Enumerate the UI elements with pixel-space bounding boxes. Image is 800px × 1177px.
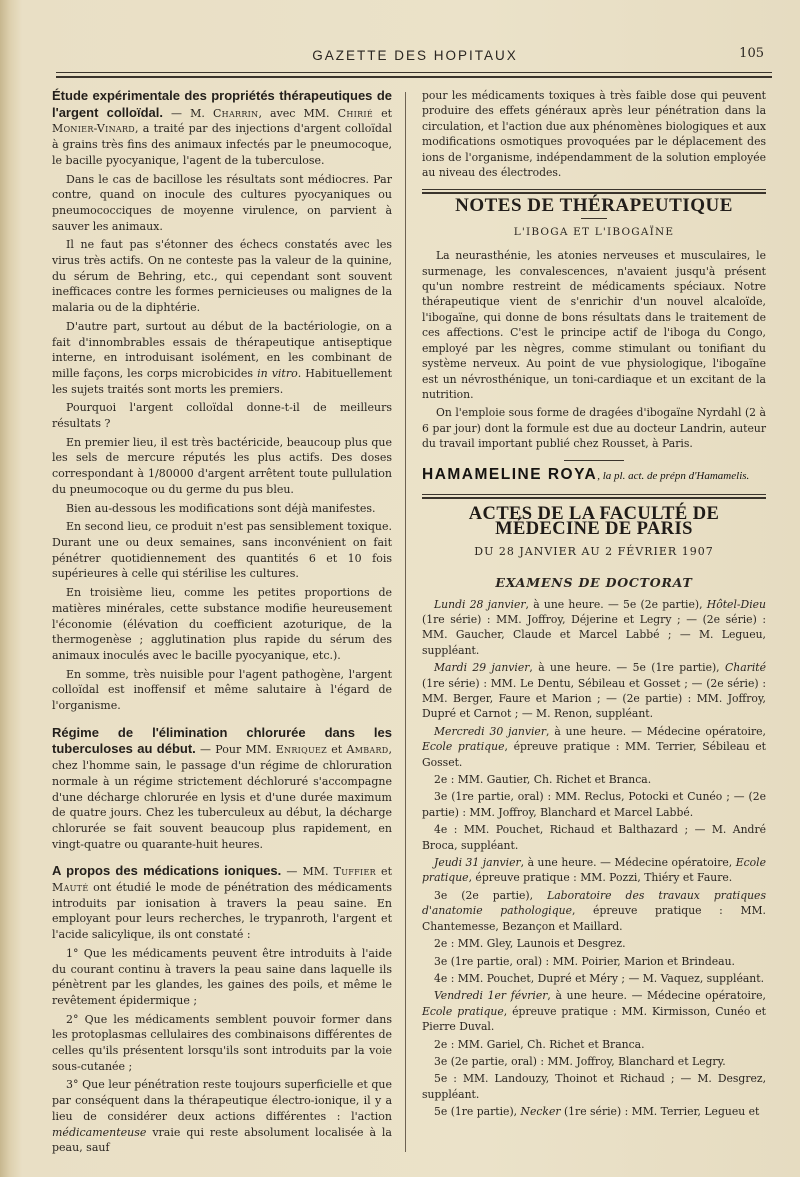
exam-entry: Lundi 28 janvier, à une heure. — 5e (2e partie), Hôtel-Dieu (1re série) : MM. Joffroy, Déjerine et Legry ; — (2e série) : MM. Gaucher, Claude et Marcel Labbé ; — M. Legueu, suppléant. bbox=[422, 597, 766, 657]
article-heading: Régime de l'élimination chlorurée dans les tuberculoses au début. bbox=[52, 724, 392, 757]
exam-line: 2e : MM. Gautier, Ch. Richet et Branca. bbox=[434, 773, 652, 787]
author-name: Chirié bbox=[337, 106, 374, 120]
paragraph: Il ne faut pas s'étonner des échecs constatés avec les virus très actifs. On ne conteste pas la valeur de la quinine, du sérum de Behring, etc., qui cependant sont souvent inefficaces contre les formes pernicieuses ou malignes de la malaria ou de la diphtérie. bbox=[52, 238, 392, 315]
title-rule bbox=[581, 218, 607, 219]
exam-line: 5e : MM. Landouzy, Thoinot et Richaud ; — M. Desgrez, suppléant. bbox=[422, 1072, 766, 1101]
exam-line: 3e (1re partie, oral) : MM. Reclus, Potocki et Cunéo ; — (2e partie) : MM. Joffroy, Blanchard et Marcel Labbé. bbox=[422, 790, 766, 819]
exam-line: 2e : MM. Gley, Launois et Desgrez. bbox=[434, 937, 626, 951]
paragraph: 3° Que leur pénétration reste toujours superficielle et que par conséquent dans la thérapeutique électro-ionique, il y a lieu de considérer deux actions différentes : l'action médicamenteuse vraie qui reste absolument localisée à la peau, sauf bbox=[52, 1078, 392, 1155]
section-rule bbox=[422, 494, 766, 495]
left-column bbox=[52, 88, 392, 1159]
author-name: Monier-Vinard bbox=[52, 122, 135, 136]
paragraph: 1° Que les médicaments peuvent être introduits à l'aide du courant continu à travers la peau saine dans laquelle ils pénètrent par les glandes, les gaines des poils, et même le revêtement épidermique ; bbox=[52, 946, 392, 1007]
ad-text: , la pl. act. de prépn d'Hamamelis. bbox=[597, 469, 750, 482]
running-title: GAZETTE DES HOPITAUX bbox=[312, 48, 518, 63]
article-heading: Étude expérimentale des propriétés thérapeutiques de l'argent colloïdal. bbox=[52, 88, 392, 120]
article-medications-ioniques: A propos des médications ioniques. — MM. Tuffier et Mauté ont étudié le mode de pénétration des médicaments introduits par ionisation à travers la peau saine. En employant pour leurs recherches, le trypanroth, l'argent et l'acide salicylique, ils ont constaté : bbox=[52, 863, 392, 942]
paragraph: Dans le cas de bacillose les résultats sont médiocres. Par contre, quand on inocule des cultures pyocyaniques ou pneumococciques de moyenne virulence, on parvient à sauver les animaux. bbox=[52, 172, 392, 233]
exam-entry: Jeudi 31 janvier, à une heure. — Médecine opératoire, Ecole pratique, épreuve pratique : MM. Pozzi, Thiéry et Faure. bbox=[422, 856, 766, 885]
notes-title: NOTES DE THÉRAPEUTIQUE bbox=[455, 195, 733, 217]
author-name: Mauté bbox=[52, 881, 89, 895]
page-header bbox=[60, 48, 770, 68]
paragraph: 2° Que les médicaments semblent pouvoir former dans les protoplasmas cellulaires des combinaisons différentes de celles qu'ils présentent lorsqu'ils sont introduits par la voie sous-cutanée ; bbox=[52, 1012, 392, 1073]
article-regime-chlorure: Régime de l'élimination chlorurée dans les tuberculoses au début. — Pour MM. Enriquez et Ambard, chez l'homme sain, le passage d'un régime de chloruration normale à un régime strictement déchloruré s'accompagne d'une décharge chlorurée en lysis et d'une durée maximum de quatre jours. Chez les tuberculeux au début, la décharge chlorurée se fait souvent beaucoup plus rapidement, en vingt-quatre ou quarante-huit heures. bbox=[52, 724, 392, 851]
paragraph: En second lieu, ce produit n'est pas sensiblement toxique. Durant une ou deux semaines, sans inconvénient on fait pénétrer quotidiennement des quantités 6 et 10 fois supérieures à celle qui stérilise les cultures. bbox=[52, 520, 392, 581]
exam-line: 5e (1re partie), Necker (1re série) : MM. Terrier, Legueu et bbox=[434, 1105, 760, 1119]
actes-title: ACTES DE LA FACULTÉ DE MÉDECINE DE PARIS bbox=[468, 503, 720, 540]
advertisement bbox=[422, 467, 766, 484]
exam-title: EXAMENS DE DOCTORAT bbox=[495, 575, 693, 591]
exam-line: 3e (1re partie, oral) : MM. Poirier, Marion et Brindeau. bbox=[434, 954, 735, 968]
author-name: Enriquez bbox=[275, 743, 328, 757]
right-column bbox=[422, 88, 766, 1122]
paragraph: On l'emploie sous forme de dragées d'ibogaïne Nyrdahl (2 à 6 par jour) dont la formule est due au docteur Landrin, auteur du travail important publié chez Rousset, à Paris. bbox=[422, 406, 766, 451]
article-argent-colloidal: Étude expérimentale des propriétés thérapeutiques de l'argent colloïdal. — M. Charrin, avec MM. Chirié et Monier-Vinard, a traité par des injections d'argent colloïdal à grains très fins des animaux infectés par le pneumocoque, le bacille pyocyanique, l'agent de la tuberculose. bbox=[52, 88, 393, 167]
exam-entry: Vendredi 1er février, à une heure. — Médecine opératoire, Ecole pratique, épreuve pratique : MM. Kirmisson, Cunéo et Pierre Duval. bbox=[422, 989, 766, 1034]
header-rule bbox=[56, 72, 772, 73]
exam-line: 4e : MM. Pouchet, Dupré et Méry ; — M. Vaquez, suppléant. bbox=[434, 971, 765, 985]
exam-entry: Mardi 29 janvier, à une heure. — 5e (1re partie), Charité (1re série) : MM. Le Dentu, Sébileau et Gosset ; — (2e série) : MM. Berger, Faure et Marion ; — (2e partie) : MM. Joffroy, Dupré et Carnot ; — M. Renon, suppléant. bbox=[422, 661, 766, 721]
paragraph: En troisième lieu, comme les petites proportions de matières minérales, cette substance modifie heureusement l'économie (élévation du coefficient azoturique, de la thermogenèse ; agglutination plus rapide du sérum des animaux inoculés avec le bacille pyocyanique, etc.). bbox=[52, 586, 392, 662]
exam-line: 3e (2e partie), Laboratoire des travaux pratiques d'anatomie pathologique, épreuve pratique : MM. Chantemesse, Bezançon et Maillard. bbox=[422, 888, 766, 933]
author-name: Ambard bbox=[346, 743, 389, 757]
column-separator bbox=[405, 92, 406, 1152]
ad-brand: HAMAMELINE ROYA bbox=[422, 465, 598, 483]
article-heading: A propos des médications ioniques. bbox=[52, 863, 282, 879]
paragraph: La neurasthénie, les atonies nerveuses et musculaires, le surmenage, les convalescences, n'avaient jusqu'à présent qu'un nombre restreint de médicaments spéciaux. Notre thérapeutique vient de s'enrichir d'un nouvel alcaloïde, l'ibogaïne, qui donne de bons résultats dans le traitement de ces affections. C'est le principe actif de l'iboga du Congo, employé par les nègres, comme stimulant ou tonifiant du système nerveux. Au point de vue physiologique, l'ibogaïne est un névrosthénique, un toni-cardiaque et un excitant de la nutrition. bbox=[422, 249, 766, 401]
paragraph-continuation: pour les médicaments toxiques à très faible dose qui peuvent produire des effets généraux après leur pénétration dans la circulation, et l'action due aux phénomènes biologiques et aux modifications osmotiques provoquées par le déplacement des ions de l'organisme, indépendamment de la solution employée au niveau des électrodes. bbox=[422, 89, 766, 180]
page-number: 105 bbox=[739, 46, 764, 61]
actes-date: DU 28 JANVIER AU 2 FÉVRIER 1907 bbox=[474, 544, 714, 558]
notes-subhead: L'IBOGA ET L'IBOGAÏNE bbox=[513, 225, 675, 238]
exam-entry: Mercredi 30 janvier, à une heure. — Médecine opératoire, Ecole pratique, épreuve pratique : MM. Terrier, Sébileau et Gosset. bbox=[422, 724, 766, 769]
section-rule bbox=[422, 189, 766, 190]
paragraph: En somme, très nuisible pour l'agent pathogène, l'argent colloïdal est inoffensif et même salutaire à l'égard de l'organisme. bbox=[52, 667, 392, 713]
header-rule-double bbox=[56, 76, 772, 78]
paragraph: Bien au-dessous les modifications sont déjà manifestes. bbox=[66, 501, 376, 515]
exam-line: 4e : MM. Pouchet, Richaud et Balthazard ; — M. André Broca, suppléant. bbox=[422, 823, 766, 852]
author-name: Tuffier bbox=[333, 865, 376, 879]
short-rule bbox=[564, 460, 624, 461]
paragraph: Pourquoi l'argent colloïdal donne-t-il de meilleurs résultats ? bbox=[52, 401, 392, 431]
exam-line: 2e : MM. Gariel, Ch. Richet et Branca. bbox=[434, 1037, 645, 1051]
exam-line: 3e (2e partie, oral) : MM. Joffroy, Blanchard et Legry. bbox=[434, 1054, 726, 1068]
section-rule bbox=[422, 497, 766, 499]
paragraph: D'autre part, surtout au début de la bactériologie, on a fait d'innombrables essais de thérapeutique antiseptique interne, en introduisant isolément, en les combinant de mille façons, les corps microbicides in vitro. Habituellement les sujets traités sont morts les premiers. bbox=[52, 319, 392, 396]
author-name: Charrin bbox=[212, 106, 259, 120]
paragraph: En premier lieu, il est très bactéricide, beaucoup plus que les sels de mercure réputés les plus actifs. Des doses correspondant à 1/80000 d'argent arrêtent toute pullulation du pneumocoque ou du germe du pus bleu. bbox=[52, 435, 392, 496]
